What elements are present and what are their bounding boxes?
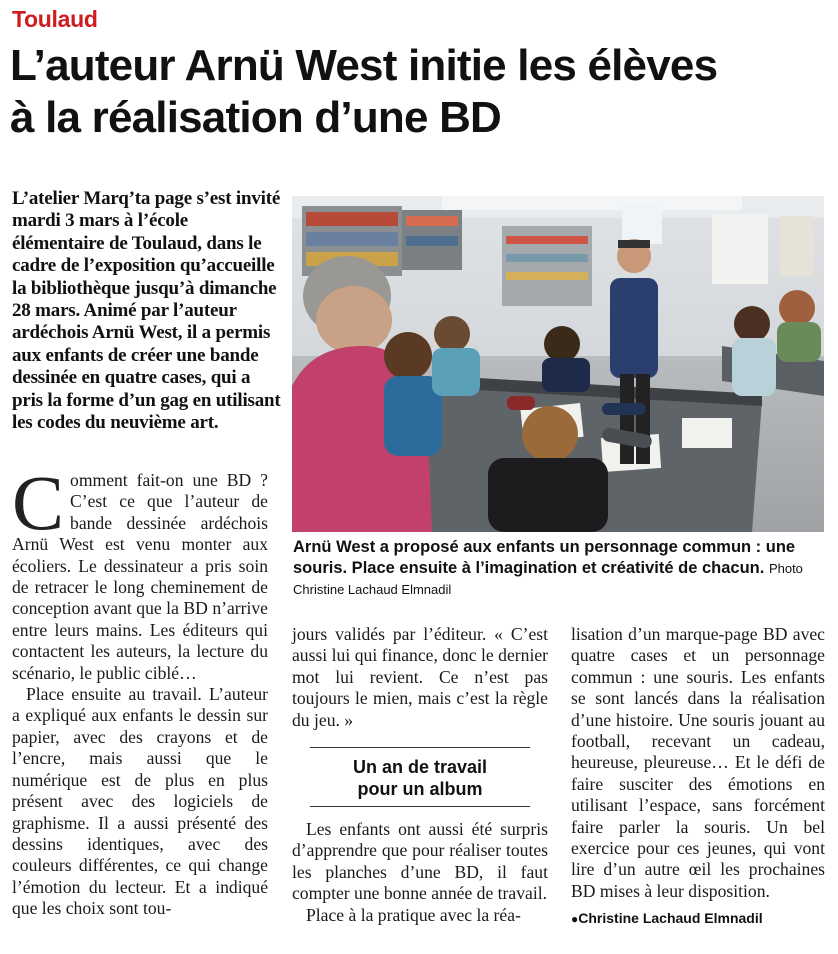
article-column-3 (571, 624, 825, 931)
body-paragraph-2: Place ensuite au travail. L’auteur a expliqué aux enfants le dessin sur papier, avec des crayons et de l’encre, mais aussi que le numérique est de plus en plus présent avec des logiciels de graphisme. Il a aussi présenté des dessins identiques, avec des couleurs différentes, ce qui change l’émotion du lecteur. Et a indiqué que les choix sont tou- (12, 684, 268, 919)
classroom-photo-illustration (292, 196, 824, 532)
lead-paragraph: L’atelier Marq’ta page s’est invité mardi 3 mars à l’école élémentaire de Toulaud, dans le cadre de l’exposition qu’accueille la bibliothèque jusqu’à dimanche 28 mars. Animé par l’auteur ardéchois Arnü West, il a permis aux enfants de créer une bande dessinée en quatre cases, qui a pris la forme d’un gag en utilisant les codes du neuvième art. (12, 188, 281, 434)
signature-name: Christine Lachaud Elmnadil (578, 910, 763, 927)
intertitle-line-2: pour un album (357, 779, 483, 800)
photo-caption (293, 537, 825, 600)
body-paragraph-1 (12, 459, 268, 684)
headline-line-1: L’auteur Arnü West initie les élèves (10, 41, 718, 90)
section-kicker: Toulaud (12, 6, 98, 32)
drop-cap: C (12, 459, 65, 546)
body-paragraph-5: Place à la pratique avec la réa- (306, 904, 521, 925)
article-photo (292, 196, 824, 532)
article-column-1 (12, 459, 268, 920)
intertitle-line-1: Un an de travail (352, 757, 488, 778)
author-signature (571, 908, 825, 930)
intertitle (310, 747, 530, 807)
headline (10, 40, 830, 144)
body-paragraph-4: Les enfants ont aussi été surpris d’apprendre que pour réaliser toutes les planches d’une BD, il faut compter une bonne année de travail. (292, 819, 548, 904)
article-column-2 (292, 624, 548, 926)
photo-credit: Photo Christine Lachaud Elmnadil (293, 561, 803, 597)
caption-text: Arnü West a proposé aux enfants un personnage commun : une souris. Place ensuite à l’imagination et créativité de chacun. (293, 538, 796, 577)
headline-line-2: à la réalisation d’une BD (10, 93, 502, 142)
signature-bullet: ● (571, 912, 579, 927)
body-paragraph-3: jours validés par l’éditeur. « C’est aussi lui qui finance, donc le dernier mot lui revient. Ce n’est pas toujours le mien, mais c’est la règle du jeu. » (292, 624, 548, 730)
body-paragraph-1-text: omment fait-on une BD ? C’est ce que l’auteur de bande dessinée ardéchois Arnü West est venu monter aux écoliers. Le dessinateur a pris soin de retracer le long cheminement de conception avant que la BD n’arrive entre leurs mains. Les éditeurs qui contactent les auteurs, la lecture du scénario, le public ciblé… (12, 470, 268, 683)
body-paragraph-6: lisation d’un marque-page BD avec quatre cases et un personnage commun : une souris. Les enfants se sont lancés dans la réalisation d’une histoire. Une souris jouant au football, recevant un cadeau, heureuse, pleureuse… Et le défi de faire susciter des émotions en utilisant l’espace, sans forcément faire parler la souris. Un bel exercice pour ces jeunes, qui vont lire d’un autre œil les prochaines BD mises à leur disposition. (571, 624, 825, 901)
